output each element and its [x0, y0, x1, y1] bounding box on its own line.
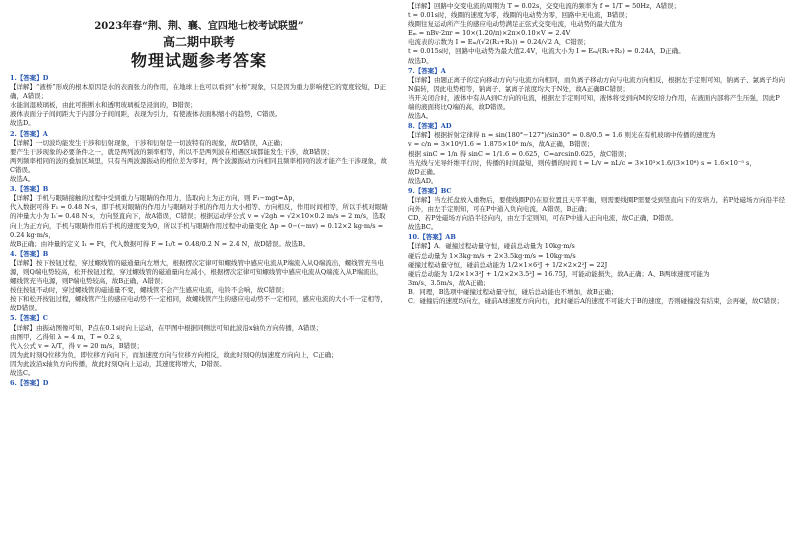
answer-block — [408, 122, 786, 186]
explanation-line: 故选D。 — [408, 56, 433, 65]
explanation-line: 【详解】一切波均能发生干涉和衍射现象，干涉和衍射是一切波特有的现象，故D错误，A正确； — [10, 138, 287, 147]
answer-label: 3.【答案】B — [10, 185, 49, 194]
answer-label: 1.【答案】D — [10, 74, 49, 82]
explanation-line: 碰后总动能为 1/2×1×3²J + 1/2×2×3.5²J = 16.75J，可能动能损失，故A正确；A、B两球速度可能为 — [408, 269, 710, 278]
answer-block — [10, 74, 388, 129]
explanation-line: 【详解】由振动图像可知，P点在0.1s时向上运动，在甲图中根据同侧法可知此波沿x轴负方向传播，A错误； — [10, 323, 323, 332]
explanation-line: 根据 sinC = 1/n 得 sinC = 1/1.6 = 0.625，C=arcsin0.625，故C错误； — [408, 149, 631, 158]
answer-block — [408, 2, 786, 66]
answer-label: 6.【答案】D — [10, 379, 49, 388]
left-answers — [10, 74, 388, 388]
explanation-line: 故选A。 — [10, 175, 35, 184]
answer-block — [10, 250, 388, 314]
explanation-line: 【详解】当左托盘放入重物后，要使线圈P仍在原位置且天平平衡，则需要线圈P需要受到竖直向下的安培力，若P处磁场方向沿半径向外，由左手定则知，可在P中通入负向电流，A错误，B正确； — [408, 195, 786, 214]
answer-block — [10, 130, 388, 185]
answer-label: 8.【答案】AD — [408, 122, 452, 131]
explanation-line: v = c/n = 3×10⁸/1.6 = 1.875×10⁸ m/s，故A正确，B错误； — [408, 140, 594, 149]
right-answers — [408, 0, 786, 306]
explanation-line: 由图甲，乙得知 λ = 4 m，T = 0.2 s， — [10, 332, 127, 341]
explanation-line: C．碰撞后的速度均向左，碰前A球速度方向向右，此时碰后A的速度不可能大于B的速度，否则碰撞没有结束，会再碰，故C错误； — [408, 297, 784, 305]
answer-block — [408, 233, 786, 306]
answer-label: 2.【答案】A — [10, 129, 48, 138]
answer-block — [10, 379, 388, 388]
explanation-line: 当光线与光导纤维平行时，传播的时间最短，则传播的时间 t = L/v = nL/c = 3×10³×1.6/(3×10⁸) s = 1.6×10⁻⁵ s， — [408, 158, 756, 167]
answer-block — [10, 314, 388, 378]
explanation-line: 故选AD。 — [408, 176, 438, 185]
exam-alliance-title: 2023年春“荆、荆、襄、宜四地七校考试联盟” — [94, 21, 304, 32]
explanation-line: 故B正确；由冲量的定义 I₁ = Ft，代入数据可得 F = I₁/t = 0.48/0.2 N = 2.4 N，故D错误。故选B。 — [10, 239, 310, 248]
explanation-line: 3m/s、3.5m/s，故A正确； — [408, 278, 490, 287]
explanation-line: 故选BC。 — [408, 223, 438, 232]
explanation-line: 【详解】回路中交变电流的周期为 T = 0.02s，交变电流的频率为 f = 1/T = 50Hz，A错误； — [408, 2, 681, 10]
explanation-line: 线圈往复运动所产生的感应电动势满足正弦式交变电流，电动势的最大值为 — [408, 20, 623, 29]
explanation-line: 【详解】“液桥”形成的根本原因是水的表面张力的作用，在地球上也可以看到“水桥”现象，只是因为重力影响使它的宽度较短，D正确，A错误； — [10, 83, 387, 101]
explanation-line: 碰后总动量为 1×3kg·m/s + 2×3.5kg·m/s = 10kg·m/s — [408, 251, 576, 260]
explanation-line: 按住按钮不动时，穿过螺线管的磁通量不变，螺线管不会产生感应电流，电铃不会响，故C错误； — [10, 286, 288, 295]
explanation-line: 碰撞过程动量守恒，碰前总动能为 1/2×1×6²J + 1/2×2×2²J = 22J — [408, 260, 608, 269]
explanation-line: 【详解】按下按钮过程，穿过螺线管的磁通量向左增大，根据楞次定律可知螺线管中感应电流从P端流入从Q端流出，螺线管充当电源，则Q端电势较高，松开按钮过程，穿过螺线管的磁通量向左减小，根据楞次定律可知螺线管中感应电流从Q端流入从P端流出，螺线管充当电源，则P端电势较高，故B正确，A错误； — [10, 258, 384, 286]
explanation-line: 要产生干涉现象的必要条件之一，就是两列波的频率相等，所以不是两列波在相遇区域都能发生干涉，故B错误； — [10, 147, 334, 156]
explanation-line: 代入公式 v = λ/T，得 v = 20 m/s，B错误； — [10, 341, 144, 350]
explanation-line: 【详解】根据折射定律得 n = sin(180°−127°)/sin30° = 0.8/0.5 = 1.6 则光在有机玻璃中传播的速度为 — [408, 131, 716, 140]
explanation-line: 因为此时刻Q位移为负，即位移方向向下，而加速度方向与位移方向相反，故此时刻Q的加速度方向向上，C正确； — [10, 350, 338, 359]
explanation-line: 当开关闭合时，液体中有从A到C方向的电流，根据左手定则可知，液体将受到向M的安培力作用，在液面内部将产生压强，因此P端的液面将比Q端的高，故D错误。 — [408, 93, 780, 112]
explanation-line: t = 0.01s时，线圈的速度为零，线圈的电动势为零，回路中无电流，B错误； — [408, 11, 632, 20]
explanation-line: t = 0.015s时，回路中电动势为最大值2.4V，电流大小为 I = Eₘ/(R₁+R₂) = 0.24A，D正确。 — [408, 47, 685, 56]
document-title: 物理试题参考答案 — [130, 51, 267, 70]
document-header — [10, 0, 388, 72]
right-column — [408, 0, 786, 307]
explanation-line: CD、若P处磁场方向沿半径向内，由左手定则知，可在P中通入正向电流，故C正确，D错误。 — [408, 214, 678, 223]
explanation-line: B．同理，B选项中碰撞过程动量守恒，碰后总动能也不增加，故B正确； — [408, 287, 618, 296]
explanation-line: 故选C。 — [10, 369, 35, 377]
exam-grade-title: 高二期中联考 — [162, 35, 235, 49]
explanation-line: 电流表的示数为 I = Eₘ/(√2(R₁+R₂)) = 0.24/√2 A，C错误； — [408, 38, 590, 47]
answer-label: 4.【答案】B — [10, 249, 49, 258]
explanation-line: 故D正确。 — [408, 167, 440, 176]
answer-label: 5.【答案】C — [10, 314, 48, 323]
answer-label: 9.【答案】BC — [408, 186, 452, 195]
answer-block — [10, 185, 388, 249]
explanation-line: 【详解】由题正离子的定向移动方向与电流方向相同，而负离子移动方向与电流方向相反，根据左手定则可知，钠离子、氯离子均向N偏转，因此电势相等，钠离子、氯离子浓度均大于N处，故A正确BC错误； — [408, 75, 785, 93]
explanation-line: 代入数据可得 F₁ = 0.48 N·s，即手机对眼睛的作用力与眼睛对手机的作用力大小相等、方向相反，作用时间相等，所以手机对眼睛的冲量大小为 I₁′= 0.48 N·s，方向竖直向下，故A错误，C错误；根据运动学公式 v = √2gh = √2×10×0.2 m/s = 2 m/s，选取向上为正方向，手机与眼睛作用后手机的速度变为0，所以手机与眼睛作用过程中动量变化 Δp = 0−(−mv) = 0.12×2 kg·m/s = 0.24 kg·m/s， — [10, 203, 388, 239]
explanation-line: 【详解】A．碰撞过程动量守恒，碰前总动量为 10kg·m/s — [408, 242, 575, 251]
answer-block — [408, 187, 786, 232]
explanation-line: 【详解】手机与眼睛接触的过程中受到重力与眼睛的作用力，选取向上为正方向，则 F₁−mgt=Δp， — [10, 194, 299, 203]
explanation-line: 两列频率相同的波的叠加区域里，只有当两波源振动的相位差为零时，两个波源振动方向相同且频率相同的波才能产生干涉现象，故C错误。 — [10, 156, 387, 174]
answer-label: 10.【答案】AB — [408, 233, 456, 242]
explanation-line: 按下和松开按钮过程，螺线管产生的感应电动势不一定相同，故螺线管产生的感应电动势不一定相同，感应电流的大小不一定相等，故D错误。 — [10, 295, 387, 313]
explanation-line: 水能润湿玻璃板，由此可推断水和透明玻璃板是浸润的，B错误； — [10, 101, 197, 110]
left-column — [10, 0, 388, 389]
explanation-line: 液体表面分子间间距大于内部分子间间距，表现为引力，有使液体表面积缩小的趋势，C错误。 — [10, 110, 282, 119]
explanation-line: Eₘ = nBv·2πr = 10×(1.20/π)×2π×0.10×V = 2.4V — [408, 29, 571, 38]
answer-block — [408, 67, 786, 122]
explanation-line: 故选A。 — [408, 112, 433, 121]
explanation-line: 因为此波沿x轴负方向传播，故此时刻Q向上运动，其速度将增大，D错误。 — [10, 359, 226, 368]
answer-label: 7.【答案】A — [408, 66, 446, 75]
explanation-line: 故选D。 — [10, 119, 35, 128]
